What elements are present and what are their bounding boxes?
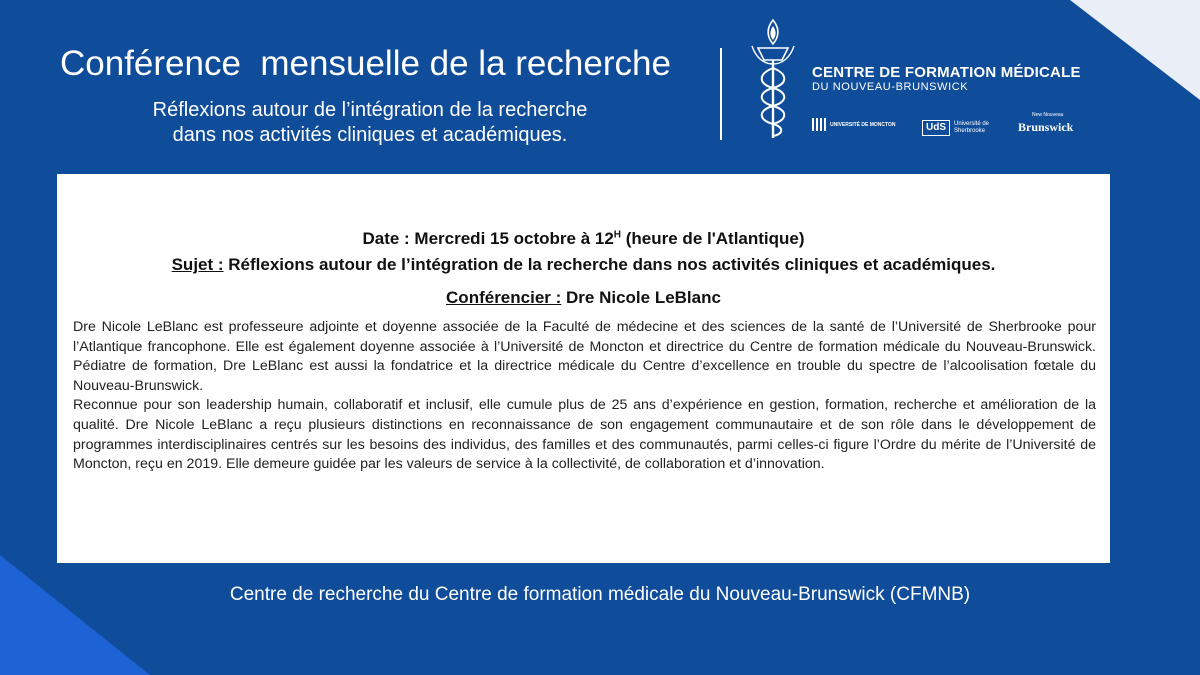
page-subtitle: [60, 98, 680, 148]
decorative-corner-top-right: [1070, 0, 1200, 100]
speaker-label: Conférencier :: [446, 288, 562, 307]
event-subject: [57, 255, 1110, 275]
sherbrooke-mark: UdS: [922, 120, 950, 136]
nb-small-label: New Nouveau: [1032, 112, 1064, 118]
date-superscript: H: [613, 229, 622, 241]
caduceus-torch-icon: [748, 18, 798, 143]
nb-big-label: Brunswick: [1018, 120, 1074, 134]
logo-title: CENTRE DE FORMATION MÉDICALE: [812, 64, 1081, 81]
partner-logo-moncton: [812, 118, 895, 131]
page-title: Conférence mensuelle de la recherche: [60, 44, 671, 83]
content-card: [57, 174, 1110, 563]
speaker-name: Dre Nicole LeBlanc: [561, 288, 721, 307]
partner-logo-sherbrooke: [922, 120, 989, 136]
partner-logo-new-brunswick: [1018, 112, 1073, 136]
event-speaker: [57, 288, 1110, 308]
event-date: [57, 229, 1110, 249]
subject-text: Réflexions autour de l’intégration de la recherche dans nos activités cliniques et académiques.: [223, 255, 996, 274]
header-divider: [720, 48, 722, 140]
sherbrooke-label-line-2: Sherbrooke: [954, 128, 986, 134]
footer-text: Centre de recherche du Centre de formation médicale du Nouveau-Brunswick (CFMNB): [229, 584, 971, 605]
bio-paragraph-2: Reconnue pour son leadership humain, collaboratif et inclusif, elle cumule plus de 25 ans d’expérience en gestion, formation, recherche et amélioration de la qualité. Dre Nicole LeBlanc a reçu plusieurs distinctions en reconnaissance de son engagement communautaire et de son rôle dans le développement de programmes interdisciplinaires centrés sur les besoins des individus, des familles et des communautés, parmi celles-ci figure l’Ordre du mérite de l’Université de Moncton, reçu en 2019. Elle demeure guidée par les valeurs de service à la collectivité, de collaboration et d’innovation.: [73, 397, 1096, 473]
sherbrooke-label: [954, 121, 989, 135]
sherbrooke-label-line-1: Université de: [954, 121, 990, 127]
logo-subtitle: DU NOUVEAU-BRUNSWICK: [812, 81, 969, 93]
speaker-bio: [73, 318, 1096, 475]
moncton-mark-icon: [812, 118, 826, 131]
date-label: Date : Mercredi 15 octobre à 12: [362, 229, 614, 248]
subject-label: Sujet :: [171, 255, 224, 274]
subtitle-line-1: Réflexions autour de l’intégration de la recherche: [152, 99, 588, 121]
bio-paragraph-1: Dre Nicole LeBlanc est professeure adjointe et doyenne associée de la Faculté de médecine et des sciences de la santé de l’Université de Sherbrooke pour l’Atlantique francophone. Elle est également doyenne associée à l’Université de Moncton et directrice du Centre de formation médicale du Nouveau-Brunswick. Pédiatre de formation, Dre LeBlanc est aussi la fondatrice et la directrice médicale du Centre d’excellence en trouble du spectre de l’alcoolisation fœtale du Nouveau-Brunswick.: [73, 319, 1096, 394]
subtitle-line-2: dans nos activités cliniques et académiques.: [172, 124, 568, 146]
date-suffix: (heure de l'Atlantique): [621, 229, 805, 248]
moncton-label: UNIVERSITÉ DE MONCTON: [830, 121, 896, 128]
decorative-corner-bottom-left: [0, 555, 150, 675]
